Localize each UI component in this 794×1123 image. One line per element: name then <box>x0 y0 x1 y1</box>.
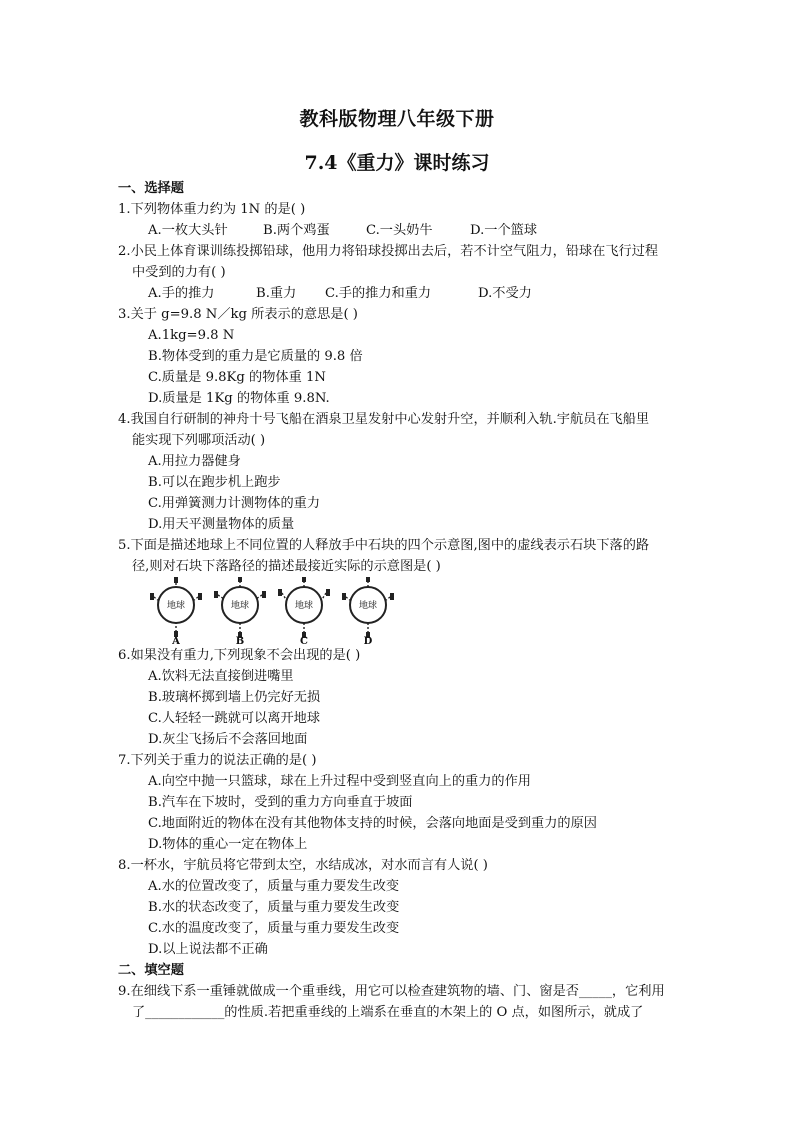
figure-label-d: D <box>363 636 373 645</box>
question-list <box>118 178 708 1023</box>
question-8-option-c: C.水的温度改变了，质量与重力要发生改变 <box>148 921 400 936</box>
question-2-option-b: B.重力 <box>256 286 297 301</box>
question-7-option-c: C.地面附近的物体在没有其他物体支持的时候，会落向地面是受到重力的原因 <box>148 816 597 831</box>
figure-label-c: C <box>300 636 308 645</box>
question-9-stem-cont: 了____________的性质.若把重垂线的上端系在垂直的木架上的 O 点，如图所示，就成了 <box>132 1005 644 1020</box>
question-7-stem: 7.下列关于重力的说法正确的是( ) <box>118 753 317 768</box>
question-7-option-b: B.汽车在下坡时，受到的重力方向垂直于坡面 <box>148 795 413 810</box>
question-1-option-a: A.一枚大头针 <box>148 223 228 238</box>
question-2-stem-cont: 中受到的力有( ) <box>132 265 226 280</box>
question-3-stem: 3.关于 g=9.8 N／kg 所表示的意思是( ) <box>118 307 358 322</box>
question-4-option-d: D.用天平测量物体的质量 <box>148 517 295 532</box>
question-4-option-b: B.可以在跑步机上跑步 <box>148 475 281 490</box>
question-3-option-c: C.质量是 9.8Kg 的物体重 1N <box>148 370 326 385</box>
section-heading-fill: 二、填空题 <box>118 963 184 978</box>
question-7-option-a: A.向空中抛一只篮球，球在上升过程中受到竖直向上的重力的作用 <box>148 774 531 789</box>
question-6-option-c: C.人轻轻一跳就可以离开地球 <box>148 711 321 726</box>
document-subtitle: 7.4《重力》课时练习 <box>304 152 490 174</box>
question-4-option-c: C.用弹簧测力计测物体的重力 <box>148 496 321 511</box>
question-4-option-a: A.用拉力器健身 <box>148 454 241 469</box>
section-heading-choice: 一、选择题 <box>118 181 184 196</box>
question-1-option-d: D.一个篮球 <box>470 223 538 238</box>
globe-a-label: 地球 <box>166 601 186 611</box>
globe-diagrams <box>146 577 406 645</box>
question-1-option-b: B.两个鸡蛋 <box>263 223 330 238</box>
question-6-stem: 6.如果没有重力,下列现象不会出现的是( ) <box>118 648 361 663</box>
figure-label-b: B <box>235 636 245 645</box>
question-5-stem-cont: 径,则对石块下落路径的描述最接近实际的示意图是( ) <box>132 559 441 574</box>
question-4-stem-cont: 能实现下列哪项活动( ) <box>132 433 266 448</box>
question-8-option-a: A.水的位置改变了，质量与重力要发生改变 <box>148 879 400 894</box>
question-1-option-c: C.一头奶牛 <box>366 223 433 238</box>
question-3-option-b: B.物体受到的重力是它质量的 9.8 倍 <box>148 349 363 364</box>
question-6-option-a: A.饮料无法直接倒进嘴里 <box>148 669 294 684</box>
globe-d-label: 地球 <box>358 601 378 611</box>
question-3-option-a: A.1kg=9.8 N <box>148 328 235 343</box>
question-2-option-d: D.不受力 <box>478 286 532 301</box>
globe-b-label: 地球 <box>230 601 250 611</box>
question-2-options <box>118 283 708 304</box>
globe-c-label: 地球 <box>294 601 314 611</box>
question-2-option-c: C.手的推力和重力 <box>325 286 432 301</box>
question-7-option-d: D.物体的重心一定在物体上 <box>148 837 308 852</box>
question-4-stem: 4.我国自行研制的神舟十号飞船在酒泉卫星发射中心发射升空，并顺利入轨.宇航员在飞船里 <box>118 412 650 427</box>
question-6-option-d: D.灰尘飞扬后不会落回地面 <box>148 732 308 747</box>
question-8-option-d: D.以上说法都不正确 <box>148 942 268 957</box>
question-8-option-b: B.水的状态改变了，质量与重力要发生改变 <box>148 900 400 915</box>
figure-label-a: A <box>172 636 180 645</box>
question-5-stem: 5.下面是描述地球上不同位置的人释放手中石块的四个示意图,图中的虚线表示石块下落的路 <box>118 538 650 553</box>
question-8-stem: 8.一杯水，宇航员将它带到太空，水结成冰，对水而言有人说( ) <box>118 858 488 873</box>
question-1-stem: 1.下列物体重力约为 1N 的是( ) <box>118 202 306 217</box>
falling-stone-figure <box>146 577 708 645</box>
document-title: 教科版物理八年级下册 <box>299 108 495 130</box>
question-2-stem: 2.小民上体育课训练投掷铅球，他用力将铅球投掷出去后，若不计空气阻力，铅球在飞行过程 <box>118 244 659 259</box>
question-1-options <box>118 220 708 241</box>
question-9-stem: 9.在细线下系一重锤就做成一个重垂线，用它可以检查建筑物的墙、门、窗是否_____，它利用 <box>118 984 665 999</box>
question-2-option-a: A.手的推力 <box>148 286 215 301</box>
question-3-option-d: D.质量是 1Kg 的物体重 9.8N. <box>148 391 330 406</box>
question-6-option-b: B.玻璃杯掷到墙上仍完好无损 <box>148 690 321 705</box>
